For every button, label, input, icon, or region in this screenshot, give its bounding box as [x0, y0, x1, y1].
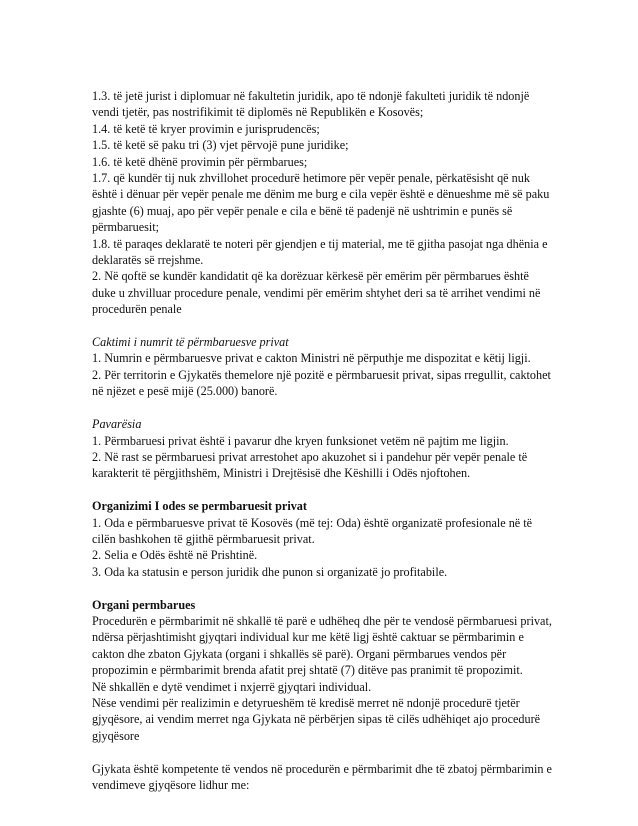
paragraph-organizimi-3: 3. Oda ka statusin e person juridik dhe punon si organizatë jo profitabile. [92, 564, 448, 579]
paragraph-pavaresia-1: 1. Përmbaruesi privat është i pavarur dhe kryen funksionet vetëm në pajtim me ligjin. [92, 433, 509, 448]
paragraph-1-7: 1.7. që kundër tij nuk zhvillohet procedurë hetimore për vepër penale, përkatësisht që nuk është i dënuar për vepër penale me dënim me burg e cila vepër është e dënueshme më së paku gjashte (6) muaj, apo për vepër penale e cila e bënë të padenjë në ushtrimin e punës së përmbaruesit; [92, 171, 550, 235]
paragraph-1-8: 1.8. të paraqes deklaratë te noteri për gjendjen e tij material, me të gjitha pasojat nga dhënia e deklaratës së rrejshme. [92, 236, 548, 268]
paragraph-1-5: 1.5. të ketë së paku tri (3) vjet përvojë pune juridike; [92, 138, 349, 153]
paragraph-2: 2. Në qoftë se kundër kandidatit që ka dorëzuar kërkesë për emërim për përmbarues është duke u zhvilluar procedure penale, vendimi për emërim shtyhet deri sa të arrihet vendimi në procedurën penale [92, 269, 541, 317]
spacer [92, 744, 554, 760]
paragraph-organizimi-1: 1. Oda e përmbaruesve privat të Kosovës (më tej: Oda) është organizatë profesionale në të cilën bashkohen të gjithë përmbaruesit privat. [92, 515, 533, 546]
paragraph-pavaresia-2: 2. Në rast se përmbaruesi privat arrestohet apo akuzohet si i pandehur për vepër penale të karakterit të përgjithshëm, Ministri i Drejtësisë dhe Këshilli i Odës njoftohen. [92, 449, 528, 481]
paragraph-organi-2: Në shkallën e dytë vendimet i nxjerrë gjyqtari individual. [92, 679, 372, 694]
spacer [92, 482, 554, 498]
paragraph-organi-1: Procedurën e përmbarimit në shkallë të parë e udhëheq dhe për te vendosë përmbaruesi privat, ndërsa përjashtimisht gjyqtari individual kur me këtë ligj është caktuar se përmbarimin e cakton dhe zbaton Gjykata (organi i shkallës së parë). Organi përmbarues vendos për propozimin e përmbarimit brenda afatit prej shtatë (7) ditëve pas pranimit të propozimit. [92, 613, 552, 678]
section-heading-organizimi: Organizimi I odes se permbaruesit privat [92, 499, 307, 514]
section-heading-pavaresia: Pavarësia [92, 417, 142, 432]
document-page [92, 88, 554, 793]
paragraph-1-4: 1.4. të ketë të kryer provimin e jurisprudencës; [92, 121, 320, 136]
spacer [92, 318, 554, 334]
paragraph-organi-3: Nëse vendimi për realizimin e detyrueshëm të kredisë merret në ndonjë procedurë tjetër gjyqësore, ai vendim merret nga Gjykata në përbërjen sipas të cilës udhëhiqet ajo procedurë gjyqësore [92, 695, 541, 743]
section-heading-caktimi: Caktimi i numrit të përmbaruesve privat [92, 335, 289, 350]
paragraph-1-3: 1.3. të jetë jurist i diplomuar në fakultetin juridik, apo të ndonjë fakulteti juridik të ndonjë vendi tjetër, pas nostrifikimit të diplomës në Republikën e Kosovës; [92, 89, 530, 120]
paragraph-caktimi-1: 1. Numrin e përmbaruesve privat e cakton Ministri në përputhje me dispozitat e këtij ligji. [92, 351, 531, 366]
section-heading-organi: Organi permbarues [92, 597, 196, 612]
paragraph-organizimi-2: 2. Selia e Odës është në Prishtinë. [92, 548, 258, 563]
spacer [92, 400, 554, 416]
paragraph-closing: Gjykata është kompetente të vendos në procedurën e përmbarimit dhe të zbatoj përmbarimin e vendimeve gjyqësore lidhur me: [92, 761, 552, 792]
paragraph-1-6: 1.6. të ketë dhënë provimin për përmbarues; [92, 154, 308, 169]
spacer [92, 580, 554, 596]
paragraph-caktimi-2: 2. Për territorin e Gjykatës themelore një pozitë e përmbaruesit privat, sipas rregullit, caktohet në njëzet e pesë mijë (25.000) banorë. [92, 367, 551, 399]
